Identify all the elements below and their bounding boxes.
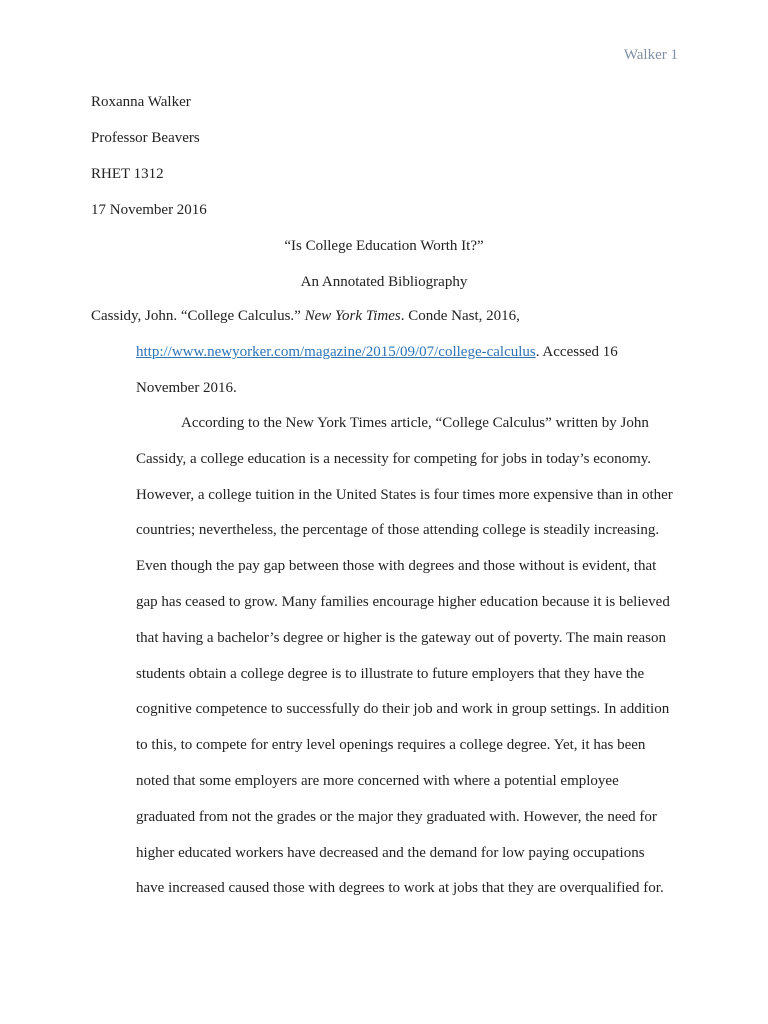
citation-publication: New York Times bbox=[304, 308, 401, 324]
annotation-line: Cassidy, a college education is a necessity for competing for jobs in today’s economy. bbox=[136, 450, 652, 467]
running-head-page-number: Walker 1 bbox=[623, 47, 678, 63]
works-cited-entry bbox=[91, 306, 691, 414]
annotation-line: higher educated workers have decreased and the demand for low paying occupations bbox=[136, 844, 645, 861]
citation-url-link[interactable]: http://www.newyorker.com/magazine/2015/09/07/college-calculus bbox=[136, 344, 536, 360]
annotation-line: cognitive competence to successfully do their job and work in group settings. In addition bbox=[136, 701, 670, 718]
paper-subtitle: An Annotated Bibliography bbox=[300, 274, 468, 290]
course-code: RHET 1312 bbox=[91, 166, 164, 182]
annotation-line: According to the New York Times article, “College Calculus” written by John bbox=[181, 415, 649, 431]
annotation-line: have increased caused those with degrees to work at jobs that they are overqualified for. bbox=[136, 880, 664, 897]
annotation-line: countries; nevertheless, the percentage of those attending college is steadily increasing. bbox=[136, 522, 660, 539]
student-name: Roxanna Walker bbox=[91, 94, 191, 110]
annotation-line: However, a college tuition in the United States is four times more expensive than in other bbox=[136, 486, 673, 503]
annotation-paragraph bbox=[136, 413, 681, 914]
citation-publisher-year: . Conde Nast, 2016, bbox=[400, 308, 520, 324]
annotation-line: to this, to compete for entry level openings requires a college degree. Yet, it has been bbox=[136, 737, 646, 754]
citation-line-3: November 2016. bbox=[136, 380, 237, 396]
annotation-line: noted that some employers are more concerned with where a potential employee bbox=[136, 772, 619, 789]
citation-author-title: Cassidy, John. “College Calculus.” bbox=[91, 308, 305, 324]
annotation-line: that having a bachelor’s degree or higher is the gateway out of poverty. The main reason bbox=[136, 629, 666, 646]
annotation-line: graduated from not the grades or the major they graduated with. However, the need for bbox=[136, 808, 657, 825]
citation-line-2 bbox=[91, 342, 691, 378]
paper-title: “Is College Education Worth It?” bbox=[284, 238, 484, 254]
annotation-line: Even though the pay gap between those with degrees and those without is evident, that bbox=[136, 558, 657, 575]
professor-name: Professor Beavers bbox=[91, 130, 200, 146]
submission-date: 17 November 2016 bbox=[91, 202, 207, 218]
heading-block bbox=[91, 92, 207, 236]
annotation-line: students obtain a college degree is to illustrate to future employers that they have the bbox=[136, 665, 645, 682]
citation-accessed-part1: . Accessed 16 bbox=[535, 344, 618, 360]
annotation-line: gap has ceased to grow. Many families encourage higher education because it is believed bbox=[136, 593, 670, 610]
citation-line-1 bbox=[91, 306, 691, 342]
title-block bbox=[0, 236, 768, 308]
